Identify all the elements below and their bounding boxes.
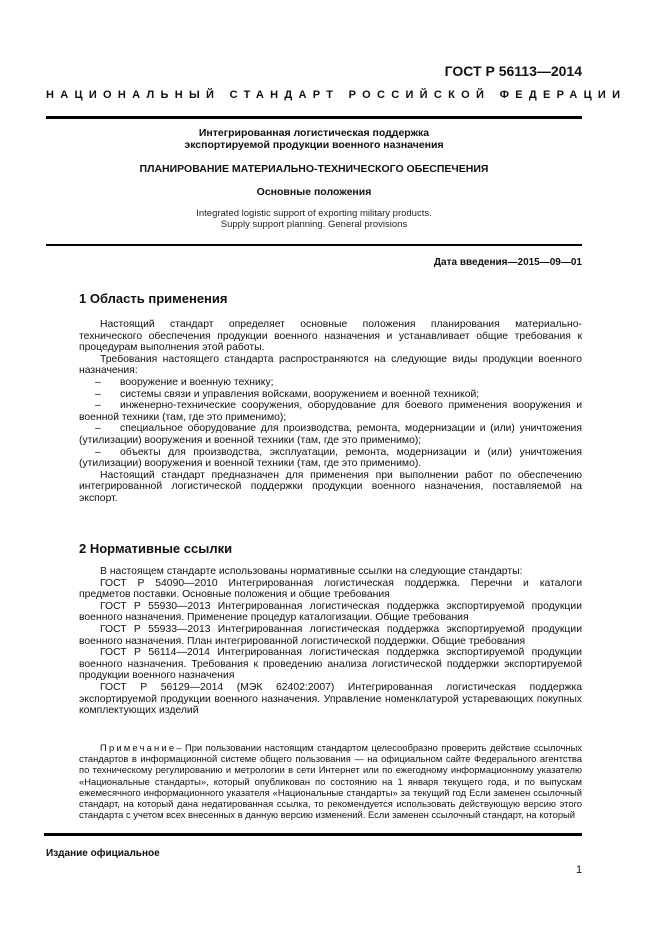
text-line: инженерно-технические сооружения, оборудование для боевого применения вооружения и –: [95, 400, 582, 412]
main-title: ПЛАНИРОВАНИЕ МАТЕРИАЛЬНО-ТЕХНИЧЕСКОГО ОБЕСПЕЧЕНИЯ: [139, 163, 489, 175]
english-title-line-2: Supply support planning. General provisions: [220, 219, 408, 230]
section-1-body: [79, 319, 582, 505]
text-line: предметов поставки. Основные положения и общие требования: [79, 589, 390, 601]
text-line: ГОСТ Р 55933—2013 Интегрированная логистическая поддержка экспортируемой продукции: [100, 623, 582, 635]
paragraph: [79, 647, 582, 682]
text-line: ГОСТ Р 56114—2014 Интегрированная логистическая поддержка экспортируемой продукции: [100, 647, 582, 659]
text-line: В настоящем стандарте использованы нормативные ссылки на следующие стандарты:: [100, 566, 523, 577]
note: [79, 742, 582, 820]
note-line: стандартов в информационной системе общего пользования — на официальном сайте Федерального агентства: [79, 753, 582, 765]
paragraph: [79, 624, 582, 647]
list-dash: –: [95, 400, 101, 412]
note-line: ежемесячного информационного указателя «Национальные стандарты» за текущий год Если заменен ссылочный: [79, 786, 582, 798]
section-1-heading: 1 Область применения: [79, 291, 228, 306]
text-line: Настоящий стандарт определяет основные положения планирования материально-: [100, 319, 582, 330]
introduction-date: Дата введения—2015—09—01: [433, 257, 582, 268]
page-number: 1: [576, 864, 583, 876]
title-line-1: Интегрированная логистическая поддержка: [198, 127, 430, 139]
english-title-line-1: Integrated logistic support of exporting military products.: [196, 208, 432, 219]
text-line: объекты для производства, эксплуатации, ремонта, модернизации и (или) уничтожения –: [95, 446, 582, 458]
text-line: технического обеспечения продукции военного назначения и устанавливает общие требования к: [79, 330, 582, 342]
footer-rule: [44, 833, 582, 836]
list-dash: –: [95, 388, 101, 400]
paragraph: [79, 682, 582, 717]
text-line: ГОСТ Р 54090—2010 Интегрированная логистическая поддержка. Перечни и каталоги: [100, 577, 582, 589]
list-item: [79, 377, 582, 389]
paragraph: [79, 354, 582, 377]
text-line: военного назначения. План интегрированной логистической поддержки. Общие требования: [79, 635, 526, 647]
note-line: «Национальные стандарты», который опубликован по состоянию на 1 января текущего года, и по выпускам: [79, 775, 582, 787]
text-line: Настоящий стандарт предназначен для применения при выполнении работ по обеспечению: [100, 469, 582, 481]
text-line: ГОСТ Р 56129—2014 (МЭК 62402:2007) Интегрированная логистическая поддержка: [100, 681, 582, 693]
paragraph: [79, 319, 582, 354]
text-line: военного назначения. Применение процедур каталогизации. Общие требования: [79, 612, 469, 624]
title-bottom-rule: [46, 244, 582, 246]
note-text: – При пользовании настоящим стандартом целесообразно проверить действие ссылочных: [176, 742, 582, 753]
text-line: системы связи и управления войсками, вооружением и военной техникой; –: [95, 388, 480, 400]
text-line: военного назначения. Требования к проведению анализа логистической поддержки экспортируемой: [79, 658, 582, 670]
text-line: специальное оборудование для производства, ремонта, модернизации и (или) уничтожения –: [95, 423, 582, 435]
text-line: комплектующих изделий: [79, 705, 199, 717]
list-item: [79, 400, 582, 423]
title-line-2: экспортируемой продукции военного назначения: [184, 139, 444, 151]
note-line: стандарта с учетом всех внесенных в данную версию изменений. Если заменен ссылочный стандарт, на который: [79, 809, 576, 821]
list-item: [79, 389, 582, 401]
text-line: процедурам выполнения этой работы.: [79, 342, 265, 354]
paragraph: [79, 470, 582, 505]
paragraph: [79, 578, 582, 601]
text-line: вооружение и военную технику; –: [95, 376, 274, 388]
official-edition-label: Издание официальное: [46, 848, 160, 859]
text-line: экспорт.: [79, 492, 118, 504]
list-item: [79, 423, 582, 446]
text-line: военной техники (там, где это применимо);: [79, 411, 287, 423]
text-line: (утилизации) вооружения и военной техники (там, где это применимо).: [79, 458, 422, 470]
national-standard-banner: НАЦИОНАЛЬНЫЙ СТАНДАРТ РОССИЙСКОЙ ФЕДЕРАЦИИ: [46, 89, 627, 101]
top-rule: [46, 116, 582, 119]
subtitle: Основные положения: [256, 186, 372, 198]
note-line: по техническому регулированию и метрологии в сети Интернет или по ежегодному информационному указателю: [79, 764, 582, 776]
section-2-heading: 2 Нормативные ссылки: [79, 541, 233, 556]
text-line: экспортируемой продукции военного назначения. Управление номенклатурой устаревающих покупных: [79, 693, 582, 705]
section-2-body: [79, 566, 582, 717]
list-item: [79, 447, 582, 470]
text-line: Требования настоящего стандарта распространяются на следующие виды продукции военного: [100, 353, 582, 365]
paragraph: [79, 566, 582, 578]
text-line: ГОСТ Р 55930—2013 Интегрированная логистическая поддержка экспортируемой продукции: [100, 600, 582, 612]
note-line: [79, 742, 582, 753]
paragraph: [79, 601, 582, 624]
text-line: продукции военного назначения: [79, 670, 235, 682]
list-dash: –: [95, 446, 101, 458]
document-code: ГОСТ Р 56113—2014: [444, 63, 582, 79]
text-line: интегрированной логистической поддержки продукции военного назначения, поставляемой на: [79, 481, 582, 493]
list-dash: –: [95, 376, 101, 388]
note-line: стандарт, на который дана недатированная ссылка, то рекомендуется использовать действующую версию этого: [79, 797, 582, 809]
list-dash: –: [95, 423, 101, 435]
text-line: (утилизации) вооружения и военной техники (там, где это применимо);: [79, 434, 422, 446]
note-label: Примечание: [100, 742, 177, 753]
text-line: назначения:: [79, 365, 138, 377]
